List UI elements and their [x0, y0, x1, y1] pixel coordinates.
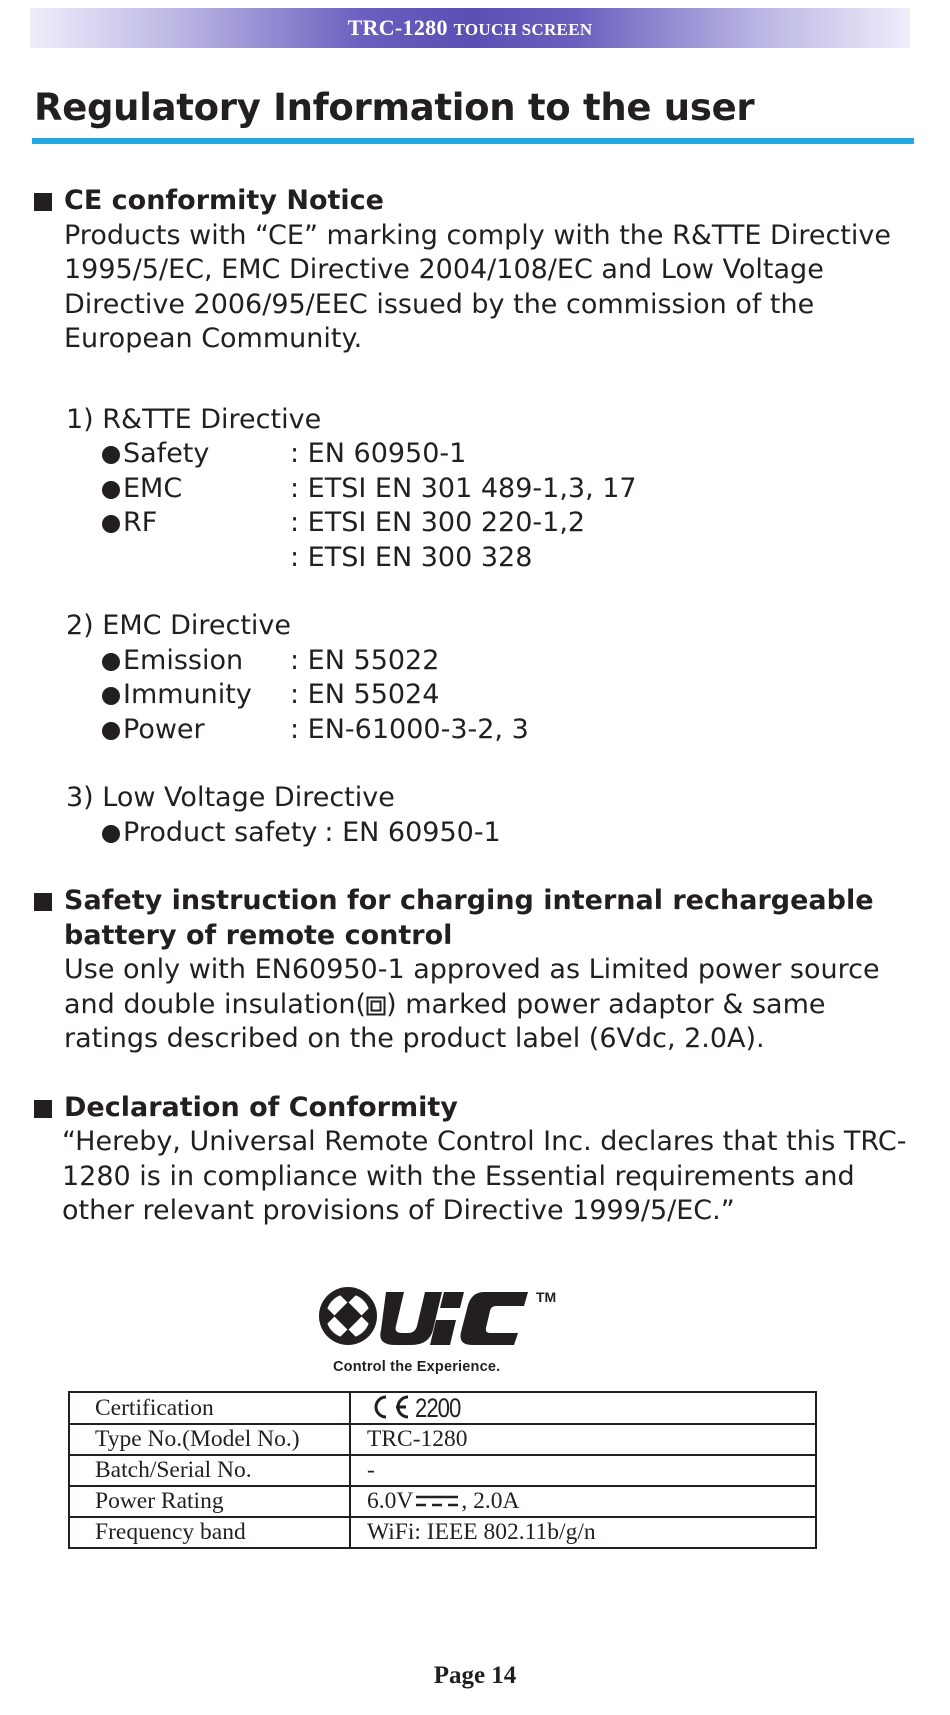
table-cell-label: Frequency band: [69, 1517, 350, 1548]
list-item: Power : EN-61000-3-2, 3: [100, 713, 920, 748]
page-number: Page 14: [433, 1662, 517, 1689]
header-title-smallcaps: TOUCH SCREEN: [453, 20, 593, 39]
square-bullet-icon: [34, 1100, 52, 1118]
round-bullet-icon: [102, 825, 120, 843]
urc-emblem-icon: [319, 1287, 377, 1345]
list-item: Safety : EN 60950-1: [100, 437, 920, 472]
table-cell-value: TRC-1280: [350, 1424, 816, 1455]
document-body: [34, 184, 920, 1229]
list-item: Product safety : EN 60950-1: [100, 816, 920, 851]
round-bullet-icon: [102, 687, 120, 705]
table-cell-label: Power Rating: [69, 1486, 350, 1517]
table-cell-label: Type No.(Model No.): [69, 1424, 350, 1455]
table-cell-value: [350, 1392, 816, 1424]
table-row: [69, 1392, 816, 1424]
safety-heading-text: Safety instruction for charging internal rechargeable battery of remote control: [64, 885, 874, 951]
round-bullet-icon: [102, 515, 120, 533]
table-row: [69, 1424, 816, 1455]
list-title-rtte: 1) R&TTE Directive: [66, 403, 322, 435]
page-title: Regulatory Information to the user: [34, 86, 755, 129]
list-title-lvd: 3) Low Voltage Directive: [66, 782, 395, 813]
list-item: Immunity : EN 55024: [100, 678, 920, 713]
title-rule: [32, 138, 914, 144]
table-row: [69, 1455, 816, 1486]
square-bullet-icon: [34, 893, 52, 911]
round-bullet-icon: [102, 653, 120, 671]
ce-section-heading: [34, 184, 920, 219]
declaration-section-heading: [34, 1091, 920, 1126]
double-insulation-icon: [366, 996, 386, 1016]
svg-text:TM: TM: [536, 1289, 557, 1305]
table-row: [69, 1486, 816, 1517]
round-bullet-icon: [102, 446, 120, 464]
declaration-heading-text: Declaration of Conformity: [64, 1091, 458, 1123]
table-cell-label: Batch/Serial No.: [69, 1455, 350, 1486]
table-cell-label: Certification: [69, 1392, 350, 1424]
list-item: EMC : ETSI EN 301 489-1,3, 17: [100, 472, 920, 507]
logo-tagline: Control the Experience.: [333, 1359, 501, 1375]
table-row: [69, 1517, 816, 1548]
urc-letters: [380, 1292, 528, 1345]
header-band: [30, 8, 910, 48]
safety-section-heading: [34, 884, 920, 953]
safety-paragraph: Use only with EN60950-1 approved as Limited power source and double insulation( ) marked power adaptor & same ratings described on the product label (6Vdc, 2.0A).: [64, 954, 880, 1054]
header-title: TRC-1280 TOUCH SCREEN: [347, 15, 593, 40]
ce-paragraph: Products with “CE” marking comply with the R&TTE Directive 1995/5/EC, EMC Directive 2004/108/EC and Low Voltage Directive 2006/95/EEC issued by the commission of the European Community.: [64, 219, 891, 354]
notified-body-number: 2200: [415, 1393, 461, 1424]
ce-mark-icon: [367, 1394, 413, 1420]
list-title-emc: 2) EMC Directive: [66, 610, 292, 641]
table-cell-value: WiFi: IEEE 802.11b/g/n: [350, 1517, 816, 1548]
round-bullet-icon: [102, 481, 120, 499]
certification-table: [68, 1391, 817, 1549]
ce-heading-text: CE conformity Notice: [64, 185, 384, 216]
table-cell-value: 6.0V , 2.0A: [350, 1486, 816, 1517]
round-bullet-icon: [102, 722, 120, 740]
list-item: : ETSI EN 300 328: [290, 541, 533, 573]
dc-voltage-icon: [415, 1492, 459, 1510]
table-cell-value: -: [350, 1455, 816, 1486]
list-item: Emission : EN 55022: [100, 644, 920, 679]
square-bullet-icon: [34, 193, 52, 211]
declaration-paragraph: “Hereby, Universal Remote Control Inc. declares that this TRC-1280 is in compliance with the Essential requirements and other relevant provisions of Directive 1999/5/EC.”: [62, 1126, 907, 1226]
list-item: RF : ETSI EN 300 220-1,2: [100, 506, 920, 541]
